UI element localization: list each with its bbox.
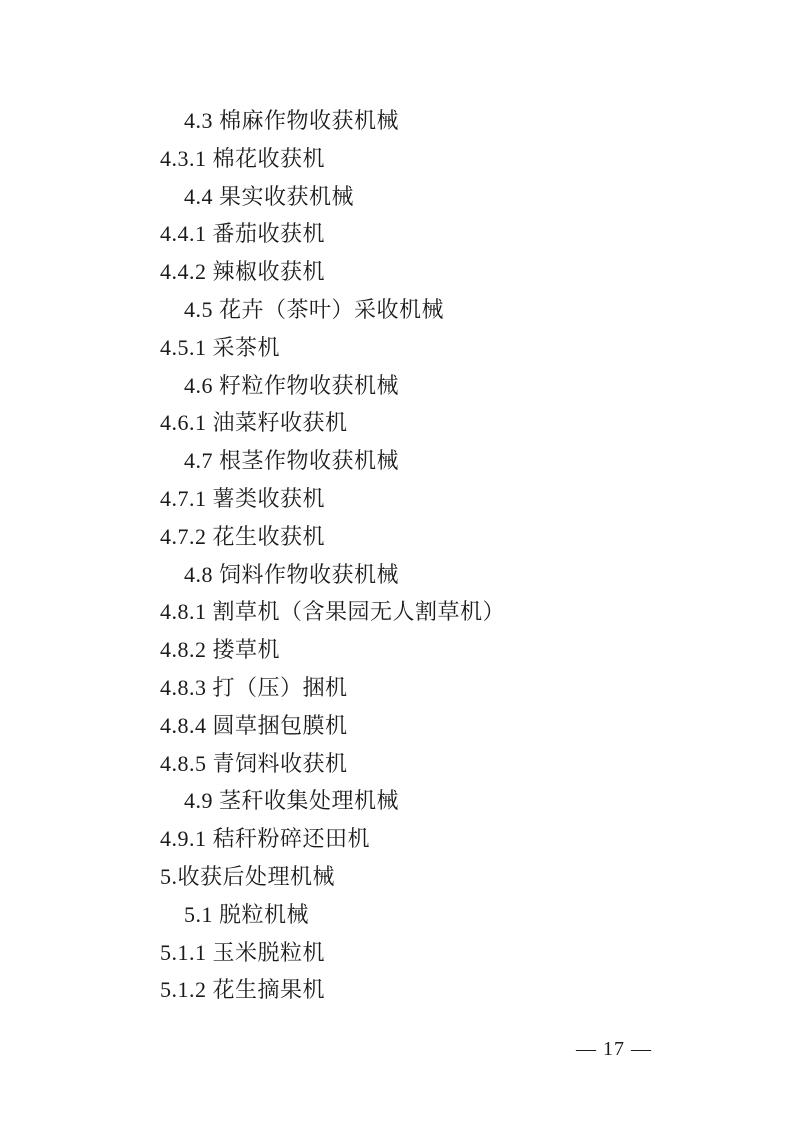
list-item: 4.7.1 薯类收获机 bbox=[160, 485, 326, 511]
list-item: 4.4.2 辣椒收获机 bbox=[160, 259, 326, 285]
list-item: 4.6.1 油菜籽收获机 bbox=[160, 410, 348, 436]
list-item: 4.9.1 秸秆粉碎还田机 bbox=[160, 826, 371, 852]
list-item: 4.7 根茎作物收获机械 bbox=[184, 448, 400, 474]
list-item: 4.8.4 圆草捆包膜机 bbox=[160, 712, 348, 738]
page-number: — 17 — bbox=[576, 1038, 652, 1060]
list-item: 4.7.2 花生收获机 bbox=[160, 523, 326, 549]
list-item: 5.1.1 玉米脱粒机 bbox=[160, 939, 326, 965]
list-item: 4.5 花卉（茶叶）采收机械 bbox=[184, 296, 445, 322]
list-item: 4.6 籽粒作物收获机械 bbox=[184, 372, 400, 398]
list-item: 4.3.1 棉花收获机 bbox=[160, 145, 326, 171]
list-item: 4.9 茎秆收集处理机械 bbox=[184, 788, 400, 814]
list-item: 4.8.3 打（压）捆机 bbox=[160, 674, 348, 700]
list-item: 4.4.1 番茄收获机 bbox=[160, 221, 326, 247]
list-item: 5.收获后处理机械 bbox=[160, 863, 336, 889]
list-item: 4.8.2 搂草机 bbox=[160, 637, 281, 663]
list-item: 5.1 脱粒机械 bbox=[184, 901, 310, 927]
list-item: 4.8.5 青饲料收获机 bbox=[160, 750, 348, 776]
list-item: 4.3 棉麻作物收获机械 bbox=[184, 108, 400, 133]
list-item: 4.8.1 割草机（含果园无人割草机） bbox=[160, 599, 506, 625]
list-item: 4.5.1 采茶机 bbox=[160, 334, 281, 360]
list-item: 4.4 果实收获机械 bbox=[184, 183, 355, 209]
list-item: 5.1.2 花生摘果机 bbox=[160, 977, 326, 1003]
document-body bbox=[0, 102, 794, 1009]
list-item: 4.8 饲料作物收获机械 bbox=[184, 561, 400, 587]
